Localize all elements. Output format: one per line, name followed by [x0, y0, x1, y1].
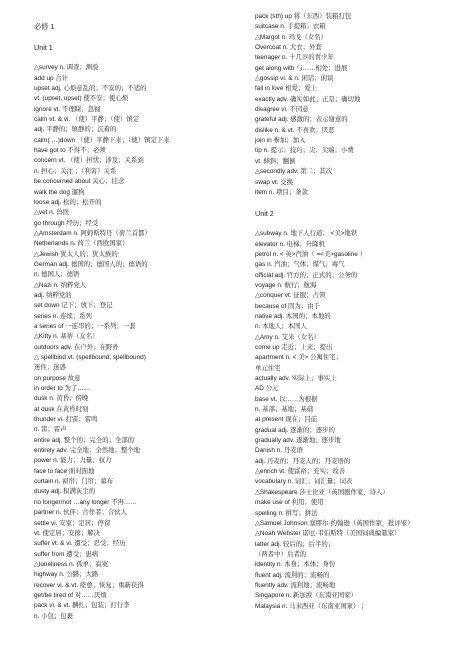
vocab-entry: series n. 连续；系列 — [34, 312, 92, 320]
vocab-entry: dislike n. & vt. 不喜欢；厌恶 — [255, 126, 335, 134]
vocab-entry: upset adj. 心烦意乱的；不安的；不适的 — [34, 85, 147, 93]
vocab-entry: △Amsterdam n. 阿姆斯特丹（荷兰首都） — [34, 229, 151, 237]
vocab-entry: n. 担心；关注 ；（利害）关系 — [34, 167, 117, 175]
vocab-entry: apartment n. < 美> 公寓住宅； — [255, 354, 343, 362]
vocab-entry: petrol n. < 英>汽油（ =<美>gasoline ） — [255, 250, 367, 258]
left-column — [34, 22, 232, 622]
blank-line — [34, 32, 232, 42]
vocab-entry: walk the dog 遛狗 — [34, 188, 85, 196]
vocab-entry: on purpose 故意 — [34, 374, 81, 382]
vocab-entry: partner n. 伙伴；合作者；合伙人 — [34, 509, 128, 517]
vocab-entry: pack (sth) up 将（东西）装箱打包 — [255, 13, 352, 20]
vocab-entry: make use of 利用；使用 — [255, 499, 324, 507]
vocab-entry: disagree vi. 不同意 — [255, 106, 309, 114]
vocab-entry: join in 参加；加入 — [255, 137, 306, 145]
vocab-entry: elevator n. 电梯；升降机 — [255, 240, 325, 248]
vocab-entry: face to face 面对面地 — [34, 467, 95, 475]
vocab-entry: dusk n. 黄昏；傍晚 — [34, 395, 89, 403]
vocab-entry: settle vi. 安家；定居；停留 — [34, 519, 111, 527]
vocab-entry: adj. 纳粹党的 — [34, 291, 72, 299]
vocab-entry: n. 雷；雷声 — [34, 426, 67, 434]
vocab-entry: actually adv. 实际上；事实上 — [255, 375, 337, 383]
vocab-entry: grateful adj. 感激的；表示谢意的 — [255, 116, 348, 124]
vocab-entry: adj. 平静的；镇静的；沉着的 — [34, 126, 117, 134]
section-heading: 必修 1 — [34, 22, 55, 31]
vocab-entry: adj. 丹麦的；丹麦人的；丹麦语的 — [255, 457, 351, 465]
vocab-entry: in order to 为了…… — [34, 385, 91, 393]
vocab-entry: Malaysia n. 马来西亚（东南亚国家） ； — [255, 602, 368, 610]
vocab-entry: at dusk 在黄昏时刻 — [34, 405, 89, 413]
vocab-entry: calm vt. & vi. （使）平静；（使）镇定 — [34, 116, 140, 124]
vocab-entry: concern vt. （使）担忧；涉及；关系到 — [34, 157, 144, 165]
section-heading: Unit 2 — [255, 208, 274, 218]
vocab-entry: teenager n. 十几岁的青少年 — [255, 54, 334, 62]
vocab-entry: 单元住宅 — [255, 364, 281, 372]
vocab-entry: get/be tired of 对……厌烦 — [34, 591, 107, 599]
vocab-entry: loose adj. 松的；松开的 — [34, 198, 102, 206]
vocab-entry: set down 记下；放下；登记 — [34, 302, 113, 310]
vocab-entry: vt. 使定居；安排；解决 — [34, 529, 101, 537]
vocab-entry: AD 公元 — [255, 385, 279, 393]
blank-line — [34, 53, 232, 63]
vocab-entry: come up 走近；上来；提出 — [255, 344, 333, 351]
vocab-entry: △survey n. 调查；测验 — [34, 64, 99, 72]
vocab-entry: vt. (upset, upset) 使不安；使心烦 — [34, 95, 129, 103]
vocab-entry: item n. 项目；条款 — [255, 188, 308, 196]
blank-line — [255, 198, 455, 208]
vocab-entry: gradual adj. 逐渐的；逐步的 — [255, 426, 335, 434]
vocab-entry: highway n. 公路；大路 — [34, 571, 99, 579]
vocab-entry: △Amy n. 艾米（女名） — [255, 333, 320, 341]
vocab-entry: suitcase n. 手提箱；衣箱 — [255, 23, 326, 31]
vocab-entry: at present 现在；目前 — [255, 416, 318, 424]
vocab-entry: n. 基部；基地；基础 — [255, 406, 314, 414]
vocab-entry: a series of 一连串的；一系列；一套 — [34, 322, 136, 330]
blank-line — [255, 219, 455, 229]
vocab-entry: fall in love 相爱；爱上 — [255, 85, 318, 93]
vocab-entry: entirely adv. 完全地；全然地；整个地 — [34, 447, 141, 455]
vocab-entry: ignore vt. 不理睬；忽视 — [34, 105, 101, 113]
vocab-entry: get along with 与……相处；进展 — [255, 64, 348, 72]
vocab-entry: △loneliness n. 孤单；寂寞 — [34, 560, 109, 568]
vocab-entry: power n. 能力；力量；权力 — [34, 457, 112, 465]
vocab-entry: n. 德国人；德语 — [34, 271, 80, 279]
vocab-entry: exactly adv. 确实如此；正是；确切地 — [255, 95, 361, 103]
vocab-entry: Overcoat n. 大衣；外套 — [255, 44, 322, 52]
vocab-entry: no longer/not …any longer 不再…… — [34, 498, 137, 506]
vocab-entry: 迷住；迷惑 — [34, 364, 66, 372]
vocab-entry: voyage n. 航行；航海 — [255, 281, 317, 289]
vocab-entry: fluent adj. 流利的；流畅的 — [255, 571, 330, 579]
vocab-entry: △vet n. 兽医 — [34, 209, 70, 217]
vocab-entry: suffer from 遭受；患病 — [34, 550, 99, 558]
vocab-entry: spelling n. 拼写；拼法 — [255, 509, 318, 517]
vocab-entry: gas n. 汽油；气体；煤气；毒气 — [255, 261, 345, 269]
vocab-entry: △Shakespeare 莎士比亚（英国剧作家，诗人） — [255, 488, 389, 496]
vocab-entry: gradually adv. 逐渐地；逐步地 — [255, 437, 341, 445]
vocab-entry: have got to 不得不；必须 — [34, 147, 106, 155]
vocab-entry: because of 因为；由于 — [255, 302, 320, 310]
vocab-entry: recover vi. & vt. 痊愈；恢复；重新获得 — [34, 581, 144, 589]
vocab-entry: △Nazi n. 纳粹党人 — [34, 281, 87, 289]
section-heading: Unit 1 — [34, 42, 53, 52]
vocab-entry: Danish n. 丹麦语 — [255, 447, 303, 455]
vocab-entry: swap vt. 交换 — [255, 178, 293, 186]
vocab-entry: thunder vi. 打雷；雷鸣 — [34, 416, 98, 424]
vocab-entry: curtain n. 窗帘；门帘；幕布 — [34, 478, 114, 486]
vocab-entry: official adj. 官方的；正式的；公务的 — [255, 271, 358, 279]
vocab-entry: △gossip vi. & n. 闲话；闲谈 — [255, 75, 334, 83]
vocab-entry: vt. 倾斜；翻倒 — [255, 157, 296, 165]
vocab-entry: n. 本地人；本国人 — [255, 323, 307, 331]
vocab-entry: pack vi. & vt. 捆扎；包装；打行李 — [34, 602, 130, 610]
vocab-entry: △Samuel Johnson 塞缪尔·约翰逊（英国作家，批评家） — [255, 519, 414, 527]
vocab-entry: △conquer vt. 征服；占领 — [255, 292, 326, 300]
vocab-entry: △Jewish 犹太人的；犹太族的 — [34, 250, 118, 258]
vocab-entry: △ spellbind vt. (spellbound, spellbound) — [34, 354, 146, 361]
vocab-entry: △Kitty n. 基蒂（女名） — [34, 333, 99, 341]
vocab-entry: Netherlands n. 荷兰（西欧国家） — [34, 240, 129, 248]
vocab-entry: △enrich vt. 使富裕；充实；改善 — [255, 468, 346, 476]
vocab-entry: go through 经历；经受 — [34, 219, 99, 227]
vocab-entry: native adj. 本国的；本地的 — [255, 312, 331, 320]
vocab-entry: vocabulary n. 词汇；词汇量；词表 — [255, 478, 353, 486]
vocab-entry: German adj. 德国的；德国人的；德语的 — [34, 260, 148, 268]
vocab-entry: n. 小包；包裹 — [34, 612, 74, 620]
vocab-entry: △subway n. 地下人行道； <美>地铁 — [255, 230, 358, 238]
vocab-entry: suffer vt. & vi. 遭受；忍受；经历 — [34, 540, 126, 548]
vocab-entry: identity n. 本身；本体；身份 — [255, 561, 336, 569]
vocab-entry: △secondly adv. 第二；其次 — [255, 168, 333, 176]
vocab-entry: tip n. 提示；技巧；尖；尖端；小费 — [255, 147, 354, 155]
vocab-entry: add up 合计 — [34, 74, 69, 82]
vocab-entry: △Noah Webster 诺厄·韦伯斯特（美国词典编纂家） — [255, 530, 401, 538]
vocab-entry: outdoors adv. 在户外；在野外 — [34, 343, 119, 351]
vocab-entry: Singapore n. 新加坡（东南亚国家） — [255, 592, 357, 600]
vocab-entry: fluently adv. 流利地；流畅地 — [255, 581, 336, 589]
right-column — [255, 12, 455, 612]
vocab-entry: （两者中）后者的 — [255, 550, 307, 558]
vocab-entry: entire adj. 整个的；完全的；全部的 — [34, 436, 135, 444]
vocab-entry: latter adj. 较后的；后半的； — [255, 540, 335, 548]
vocab-entry: calm( …)down （使）平静下来；（使）镇定下来 — [34, 136, 170, 144]
vocab-entry: dusty adj. 积满灰尘的 — [34, 488, 96, 496]
vocab-entry: △Margot n. 玛戈（女名） — [255, 33, 328, 41]
vocab-entry: be concerned about 关心；挂念 — [34, 178, 125, 186]
vocab-entry: base vt. 以……为根据 — [255, 395, 318, 403]
